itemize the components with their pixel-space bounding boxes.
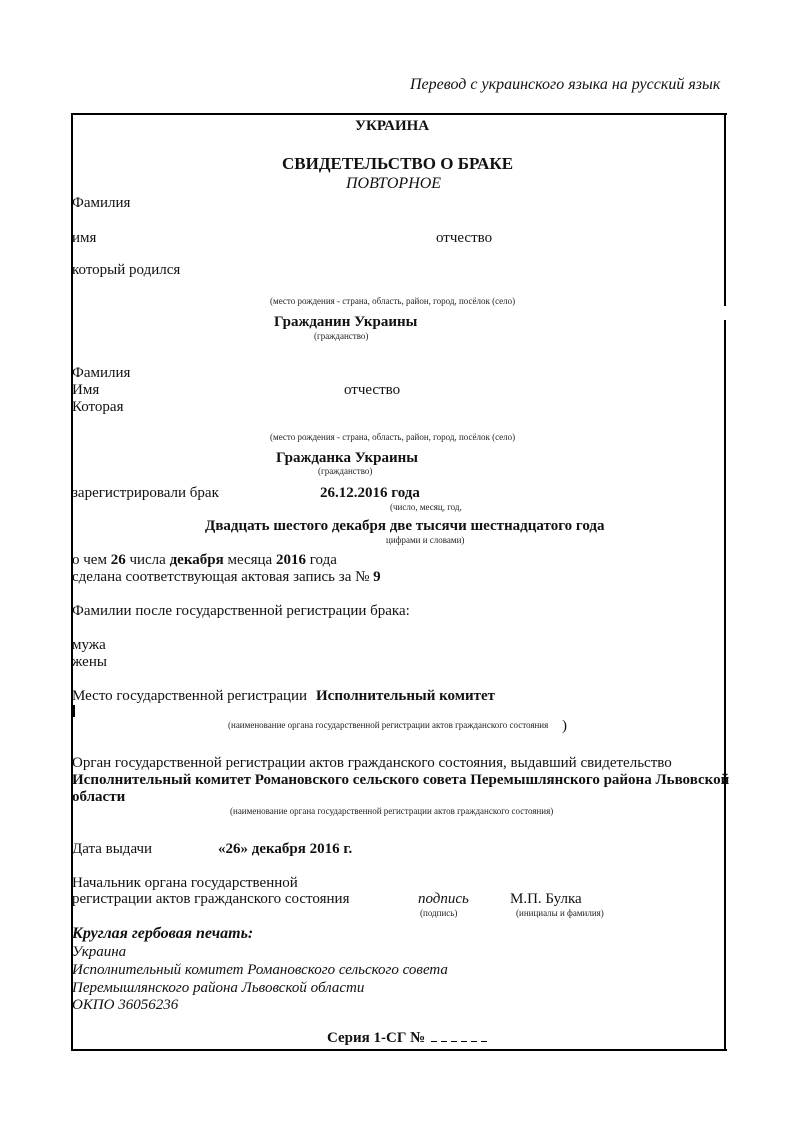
seal-line3: Перемышлянского района Львовской области <box>72 980 365 996</box>
record-month: декабря <box>169 552 224 568</box>
issue-date-value: «26» декабря 2016 г. <box>218 841 353 857</box>
head-label-line2: регистрации актов гражданского состояния <box>72 891 350 907</box>
issuer-value-line1: Исполнительный комитет Романовского сельского совета Перемышлянского района Львовской <box>72 772 730 788</box>
certificate-subtitle: ПОВТОРНОЕ <box>346 175 442 192</box>
translation-note: Перевод с украинского языка на русский язык <box>410 76 721 93</box>
registration-date-words: Двадцать шестого декабря две тысячи шестнадцатого года <box>205 518 605 534</box>
place-label: Место государственной регистрации <box>72 688 308 704</box>
act-line <box>72 569 381 586</box>
husband-citizenship-hint: (гражданство) <box>314 331 369 341</box>
certificate-title: СВИДЕТЕЛЬСТВО О БРАКЕ <box>282 154 514 173</box>
head-name-hint: (инициалы и фамилия) <box>516 908 604 918</box>
registration-date-hint: (число, месяц, год, <box>390 502 462 512</box>
issuer-label: Орган государственной регистрации актов гражданского состояния, выдавший свидетельство <box>72 755 672 771</box>
place-hint: (наименование органа государственной регистрации актов гражданского состояния <box>228 720 549 730</box>
husband-name-label: имя <box>72 230 97 246</box>
husband-born-label: который родился <box>72 262 181 278</box>
wife-patronymic-label: отчество <box>344 382 401 398</box>
head-signature: подпись <box>418 891 469 907</box>
wife-surname-after-label: жены <box>72 654 107 670</box>
act-text: сделана соответствующая актовая запись за № <box>72 569 370 585</box>
head-name: М.П. Булка <box>510 891 582 907</box>
frame-right-border-bottom <box>724 320 726 1049</box>
wife-citizenship-hint: (гражданство) <box>318 466 373 476</box>
series-number-dashes <box>429 1030 489 1046</box>
record-text-2: числа <box>129 552 166 568</box>
husband-surname-after-label: мужа <box>72 637 106 653</box>
head-signature-hint: (подпись) <box>420 908 458 918</box>
husband-citizenship: Гражданин Украины <box>274 314 418 330</box>
wife-born-label: Которая <box>72 399 124 415</box>
wife-birthplace-hint: (место рождения - страна, область, район, город, посёлок (село) <box>270 432 516 442</box>
husband-surname-label: Фамилия <box>72 195 131 211</box>
record-line <box>72 552 337 569</box>
series-label: Серия 1-СГ № <box>327 1030 426 1046</box>
surnames-after-label: Фамилии после государственной регистрации брака: <box>72 603 410 619</box>
record-day: 26 <box>110 552 126 568</box>
series-line <box>327 1030 489 1047</box>
issue-date-label: Дата выдачи <box>72 841 153 857</box>
husband-birthplace-hint: (место рождения - страна, область, район, город, посёлок (село) <box>270 296 516 306</box>
registration-date-words-hint: цифрами и словами) <box>386 535 465 545</box>
seal-title: Круглая гербовая печать: <box>72 925 254 942</box>
seal-line4: ОКПО 36056236 <box>72 997 179 1013</box>
frame-right-border-top <box>724 113 726 306</box>
issuer-value-line2: области <box>72 789 126 805</box>
seal-line1: Украина <box>72 944 127 960</box>
record-text-1: о чем <box>72 552 107 568</box>
husband-patronymic-label: отчество <box>436 230 493 246</box>
record-year: 2016 <box>275 552 306 568</box>
place-value: Исполнительный комитет <box>316 688 496 704</box>
place-hint-close: ) <box>562 718 567 734</box>
wife-citizenship: Гражданка Украины <box>276 450 418 466</box>
head-label-line1: Начальник органа государственной <box>72 875 298 891</box>
record-text-4: года <box>309 552 337 568</box>
issuer-hint: (наименование органа государственной регистрации актов гражданского состояния) <box>230 806 554 816</box>
registration-label: зарегистрировали брак <box>72 485 219 501</box>
registration-date-numeric: 26.12.2016 года <box>320 485 420 501</box>
act-number: 9 <box>373 569 381 585</box>
wife-name-label: Имя <box>72 382 100 398</box>
record-text-3: месяца <box>227 552 273 568</box>
place-mark <box>72 705 75 717</box>
wife-surname-label: Фамилия <box>72 365 131 381</box>
country-heading: УКРАИНА <box>355 118 430 134</box>
seal-line2: Исполнительный комитет Романовского сельского совета <box>72 962 448 978</box>
